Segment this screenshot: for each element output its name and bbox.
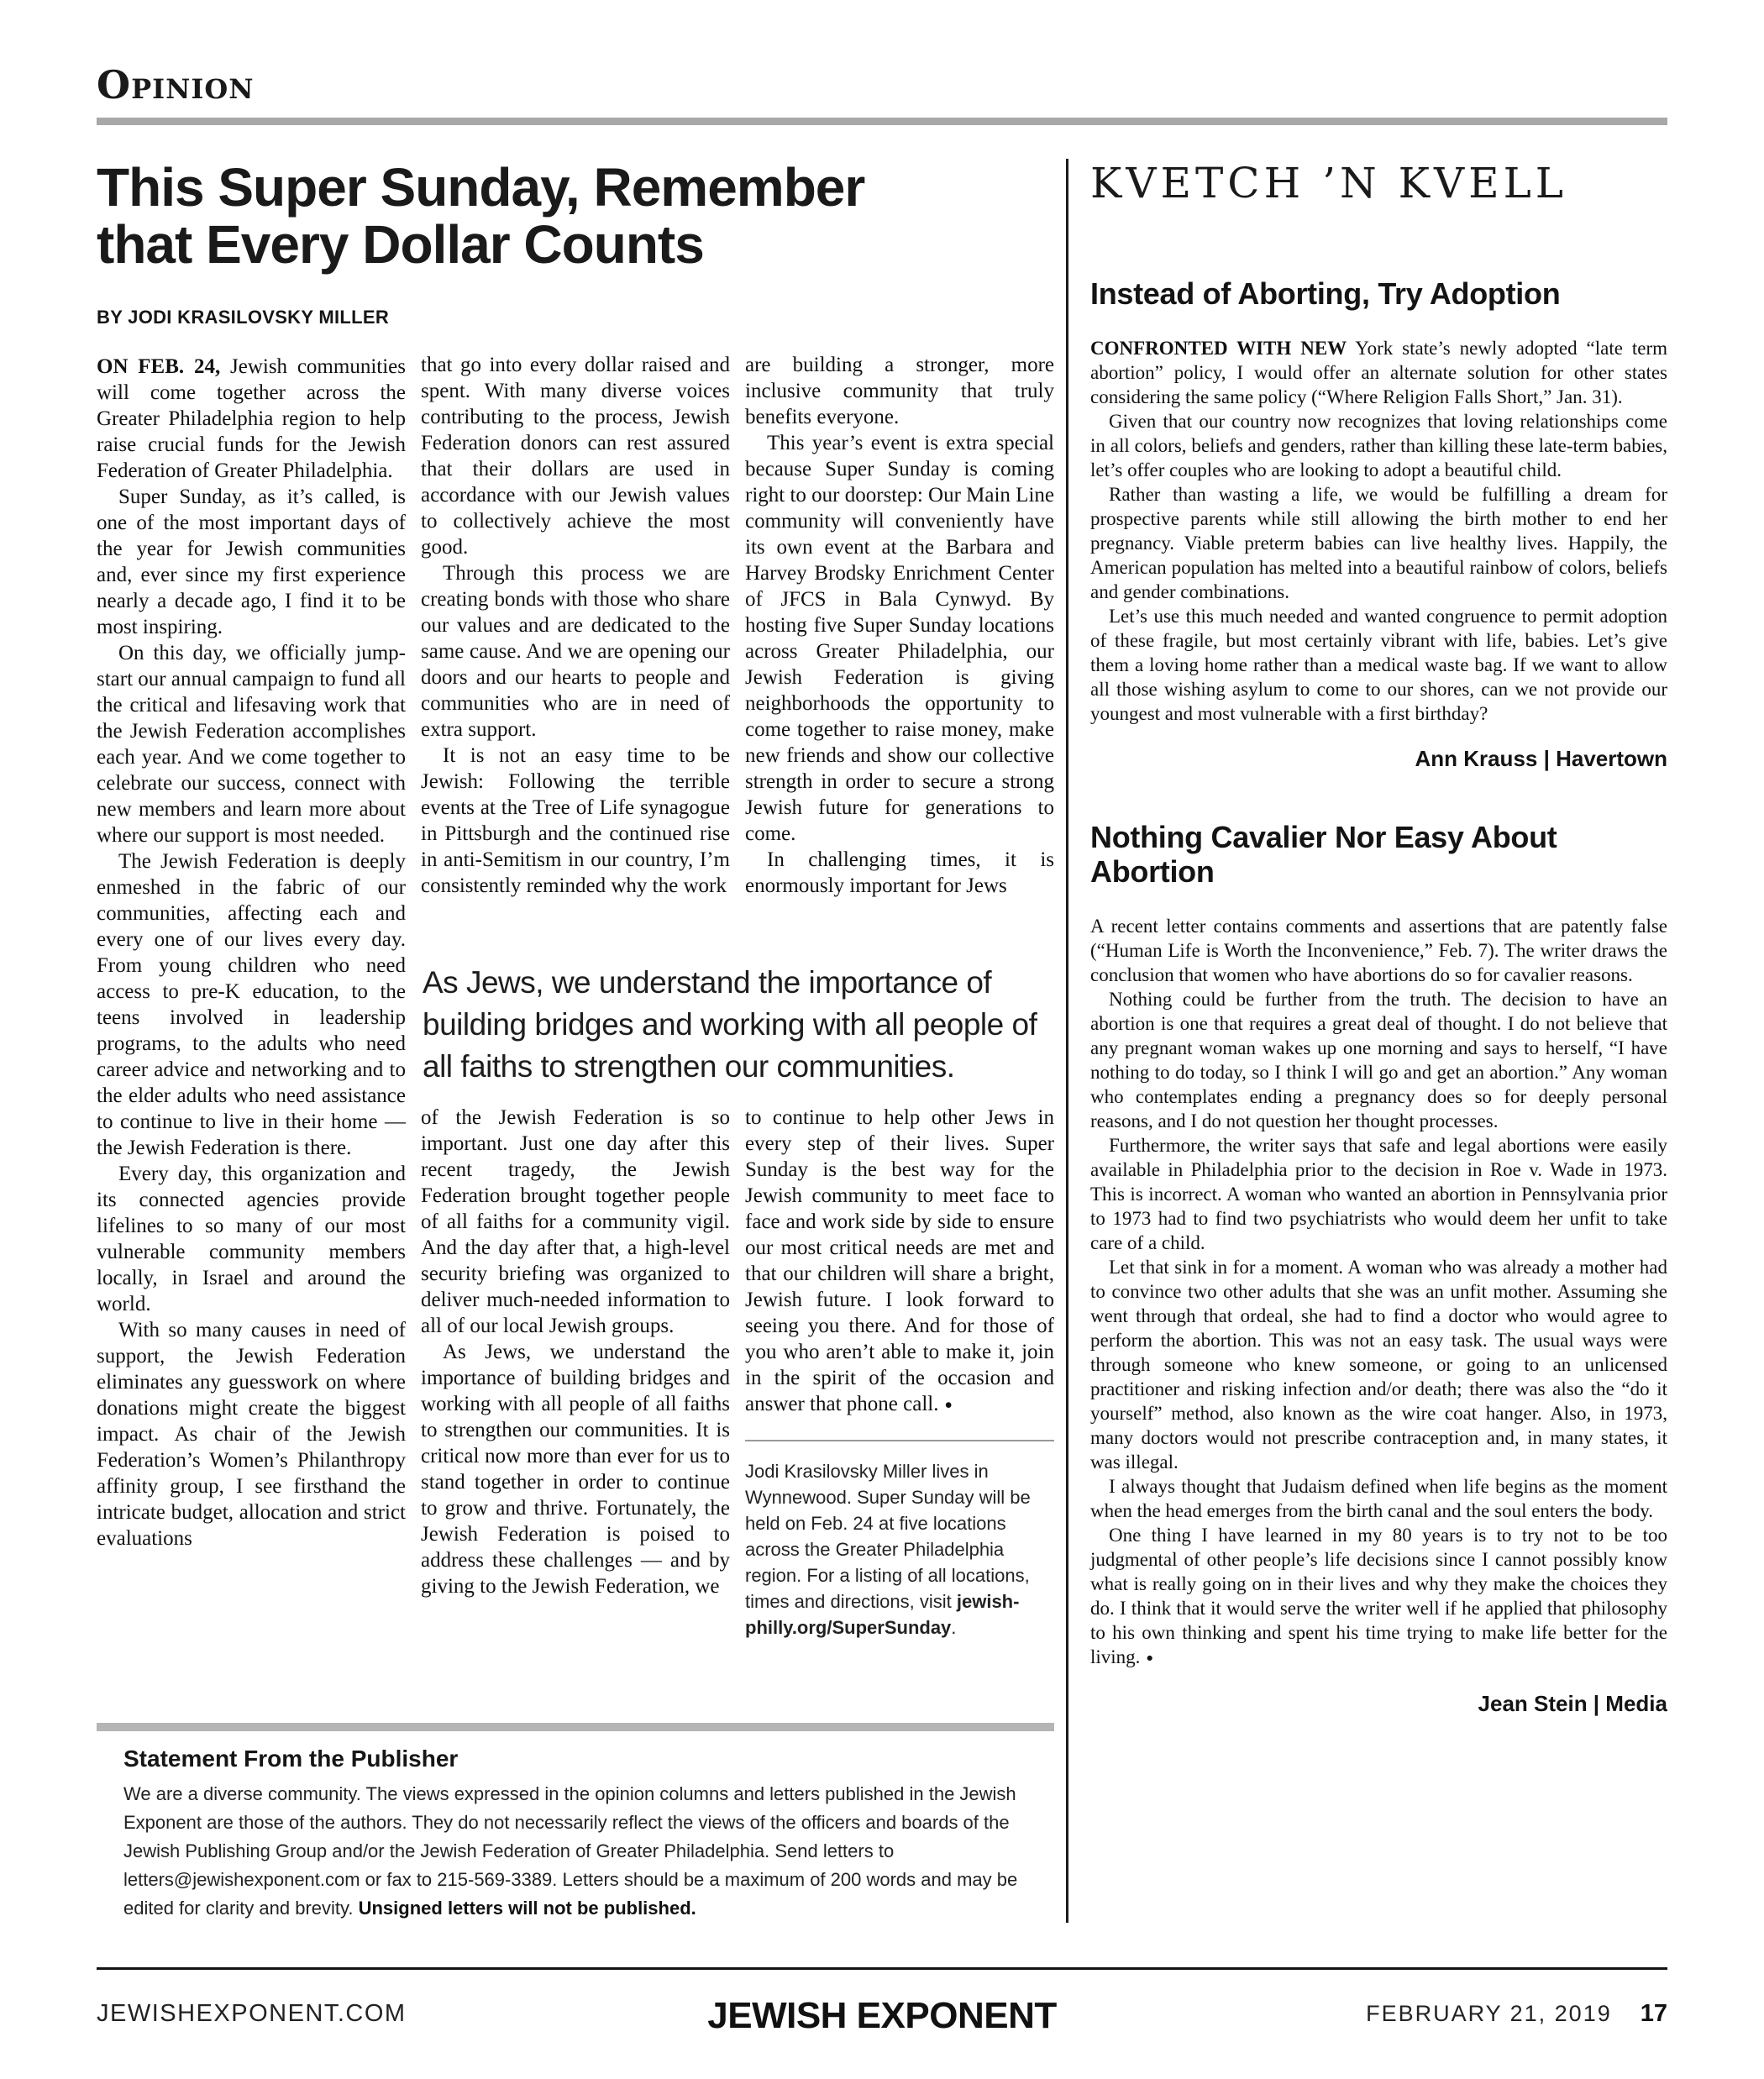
publisher-statement-heading: Statement From the Publisher [123, 1746, 459, 1772]
letter-2-signature: Jean Stein | Media [1478, 1691, 1667, 1717]
article-paragraph: Through this process we are creating bonds with those who share our values and are dedicated to the same cause. And we are opening our doors and our hearts to people and communities who are in need of extra support. [421, 562, 730, 741]
article-columns-2-3 [421, 302, 1054, 1641]
section-kicker [97, 62, 1667, 125]
footer-masthead: JEWISH EXPONENT [707, 1995, 1057, 2036]
article-column-2-upper [421, 352, 730, 940]
bio-period: . [951, 1616, 957, 1638]
paragraph-text: Jewish communities will come together across the Greater Philadelphia region to help raise crucial funds for the Jewish Federation of Greater Philadelphia. [97, 355, 406, 482]
letter-paragraph: A recent letter contains comments and assertions that are patently false (“Human Life is Worth the Inconvenience,” Feb. 7). The writer draws the conclusion that women who have abortions do so for cavalier reasons. [1090, 916, 1667, 986]
article-paragraph [97, 354, 406, 484]
letter-1-headline: Instead of Aborting, Try Adoption [1090, 276, 1561, 311]
article-paragraph: The Jewish Federation is deeply enmeshed in the fabric of our communities, affecting each and every one of our lives every day. From young children who need access to pre-K education, to the teens involved in leadership programs, to the adults who need career advice and networking and to the elder adults who need assistance to continue to live in their home — the Jewish Federation is there. [97, 850, 406, 1159]
paragraph-lead-in: CONFRONTED WITH NEW [1090, 338, 1347, 360]
article-paragraph: Super Sunday, as it’s called, is one of the most important days of the year for Jewish communities and, ever since my first experience nearly a decade ago, I find it to be most inspiring. [97, 486, 406, 638]
article-column-3-upper [745, 352, 1054, 940]
article-column-1 [97, 302, 406, 1641]
footer-page-number: 17 [1640, 2000, 1667, 2027]
headline-line-2: that Every Dollar Counts [97, 214, 704, 275]
letters-section-title: KVETCH ’N KVELL [1090, 159, 1567, 207]
letters-section [1066, 159, 1667, 1923]
article-paragraph [745, 1105, 1054, 1418]
publisher-box-rule [97, 1723, 1054, 1731]
letter-paragraph: Given that our country now recognizes that loving relationships come in all colors, beliefs and genders, rather than killing these late-term babies, let’s offer couples who are looking to adopt a beautiful child. [1090, 411, 1667, 481]
footer-date-folio [1366, 2000, 1667, 2028]
article-columns [97, 302, 1054, 1641]
page-body [97, 159, 1667, 1923]
letter-paragraph: I always thought that Judaism defined when life begins as the moment when the head emerges from the birth canal and the soul enters the body. [1090, 1476, 1667, 1522]
article-paragraph: of the Jewish Federation is so important. Just one day after this recent tragedy, the Jewish Federation brought together people of all faiths for a community vigil. And the day after that, a high-level security briefing was organized to deliver much-needed information to all of our local Jewish groups. [421, 1106, 730, 1337]
paragraph-text: York state’s newly adopted “late term abortion” policy, I would offer an alternate solution for other states considering the same policy (“Where Religion Falls Short,” Jan. 31). [1090, 338, 1667, 408]
letter-paragraph: Rather than wasting a life, we would be fulfilling a dream for prospective parents while still allowing the birth mother to end her pregnancy. Viable preterm babies can live healthy lives. Happily, the American population has melted into a beautiful rainbow of colors, beliefs and gender combinations. [1090, 484, 1667, 603]
page-footer [97, 1967, 1667, 2036]
bio-text: Jodi Krasilovsky Miller lives in Wynnewood. Super Sunday will be held on Feb. 24 at five locations across the Greater Philadelphia region. For a listing of all locations, times and directions, visit [745, 1460, 1031, 1612]
article-paragraph: In challenging times, it is enormously important for Jews [745, 848, 1054, 897]
footer-row [97, 1970, 1667, 2036]
article-paragraph: As Jews, we understand the importance of building bridges and working with all people of all faiths to strengthen our communities. It is critical now more than ever for us to stand together in order to continue to grow and thrive. Fortunately, the Jewish Federation is poised to address these challenges — and by giving to the Jewish Federation, we [421, 1341, 730, 1598]
letter-1-signature: Ann Krauss | Havertown [1415, 746, 1667, 772]
publisher-body-bold: Unsigned letters will not be published. [358, 1898, 696, 1919]
article-paragraph: Every day, this organization and its connected agencies provide lifelines to so many of our most vulnerable community members locally, in Israel and around the world. [97, 1163, 406, 1315]
letter-2-headline: Nothing Cavalier Nor Easy About Abortion [1090, 819, 1557, 889]
paragraph-lead-in: ON FEB. 24, [97, 355, 221, 378]
publisher-statement-box [97, 1723, 1054, 1923]
author-bio-note [745, 1440, 1054, 1641]
letter-paragraph: Furthermore, the writer says that safe and legal abortions were easily available in Philadelphia prior to the decision in Roe v. Wade in 1973. This is incorrect. A woman who wanted an abortion in Pennsylvania prior to 1973 had to find two psychiatrists who would deem her unfit to take care of a child. [1090, 1135, 1667, 1254]
section-rule [97, 118, 1667, 125]
footer-date: FEBRUARY 21, 2019 [1366, 2001, 1612, 2026]
pull-quote: As Jews, we understand the importance of building bridges and working with all people of all faiths to strengthen our communities. [423, 965, 1037, 1084]
paragraph-text: One thing I have learned in my 80 years is to try not to be too judgmental of other people’s life decisions since I cannot possibly know what is really going on in their lives and why they make the choices they do. I think that it would serve the writer well if he applied that philosophy to his own thinking and spent his time trying to make life better for the living. [1090, 1525, 1667, 1668]
columns-2-3-upper [421, 352, 1054, 940]
end-bullet-icon: ● [1146, 1651, 1154, 1666]
article-paragraph: With so many causes in need of support, the Jewish Federation eliminates any guesswork on where donations might create the biggest impact. As chair of the Jewish Federation’s Women’s Philanthropy affinity group, I see firsthand the intricate budget, allocation and strict evaluations [97, 1319, 406, 1550]
paragraph-text: to continue to help other Jews in every step of their lives. Super Sunday is the best way for the Jewish community to meet face to face and work side by side to ensure our most critical needs are met and that our children will share a bright, Jewish future. I look forward to seeing you there. And for those of you who aren’t able to make it, join in the spirit of the occasion and answer that phone call. [745, 1106, 1054, 1415]
article-paragraph: are building a stronger, more inclusive community that truly benefits everyone. [745, 354, 1054, 428]
article-byline: BY JODI KRASILOVSKY MILLER [97, 307, 390, 328]
end-bullet-icon: ● [944, 1397, 953, 1412]
article-paragraph: that go into every dollar raised and spent. With many diverse voices contributing to the process, Jewish Federation donors can rest assured that their dollars are used in accordance with our Jewish values to collectively achieve the most good. [421, 354, 730, 559]
letter-paragraph: Let’s use this much needed and wanted congruence to permit adoption of these fragile, but most certainly vibrant with life, babies. Let’s give them a loving home rather than a medical waste bag. If we want to allow all those wishing asylum to come to our shores, can we not provide our youngest and most vulnerable with a first birthday? [1090, 606, 1667, 725]
letter-paragraph [1090, 336, 1667, 409]
publisher-box-content [97, 1731, 1054, 1923]
footer-website: JEWISHEXPONENT.COM [97, 2000, 407, 2027]
article-column-2-lower [421, 1105, 730, 1641]
bio-url: jewish-philly.org/SuperSunday [745, 1590, 1020, 1638]
section-label: Opinion [97, 62, 255, 108]
headline-line-1: This Super Sunday, Remember [97, 157, 865, 218]
letter-paragraph [1090, 1523, 1667, 1671]
publisher-body-text: We are a diverse community. The views expressed in the opinion columns and letters published in the Jewish Exponent are those of the authors. They do not necessarily reflect the views of the officers and boards of the Jewish Publishing Group and/or the Jewish Federation of Greater Philadelphia. Send letters to letters@jewishexponent.com or fax to 215-569-3389. Letters should be a maximum of 200 words and may be edited for clarity and brevity. [123, 1783, 1018, 1919]
letter-paragraph: Nothing could be further from the truth. The decision to have an abortion is one that requires a great deal of thought. I do not believe that any pregnant woman wakes up one morning and says to herself, “I have nothing to do today, so I think I will go and get an abortion.” Any woman who contemplates ending a pregnancy does so for deeply personal reasons, and I do not question her thought processes. [1090, 989, 1667, 1132]
article-section [97, 159, 1054, 1923]
article-paragraph: This year’s event is extra special because Super Sunday is coming right to our doorstep: Our Main Line community will conveniently have its own event at the Barbara and Harvey Brodsky Enrichment Center of JFCS in Bala Cynwyd. By hosting five Super Sunday locations across Greater Philadelphia, our Jewish Federation is giving neighborhoods the opportunity to come together to raise money, make new friends and show our collective strength in order to secure a strong Jewish future for generations to come. [745, 432, 1054, 845]
columns-2-3-lower [421, 1105, 1054, 1641]
letter-paragraph: Let that sink in for a moment. A woman who was already a mother had to convince two other adults that she was an unfit mother. Assuming she went through that ordeal, she had to find a doctor who would agree to perform the abortion. This was not an easy task. The usual ways were through someone who knew someone, or going to an unlicensed practitioner and risking infection and/or death; there was also the “do it yourself” method, also known as the wire coat hanger. Also, in 1973, many doctors would not prescribe contraception and, in many states, it was illegal. [1090, 1257, 1667, 1473]
article-paragraph: On this day, we officially jump-start our annual campaign to fund all the critical and lifesaving work that the Jewish Federation accomplishes each year. And we come together to celebrate our success, connect with new members and learn more about where our support is most needed. [97, 642, 406, 847]
publisher-statement-body [123, 1780, 1042, 1923]
article-column-3-lower [745, 1105, 1054, 1641]
article-headline [97, 159, 1054, 273]
article-paragraph: It is not an easy time to be Jewish: Following the terrible events at the Tree of Life synagogue in Pittsburgh and the continued rise in anti-Semitism in our country, I’m consistently reminded why the work [421, 744, 730, 897]
